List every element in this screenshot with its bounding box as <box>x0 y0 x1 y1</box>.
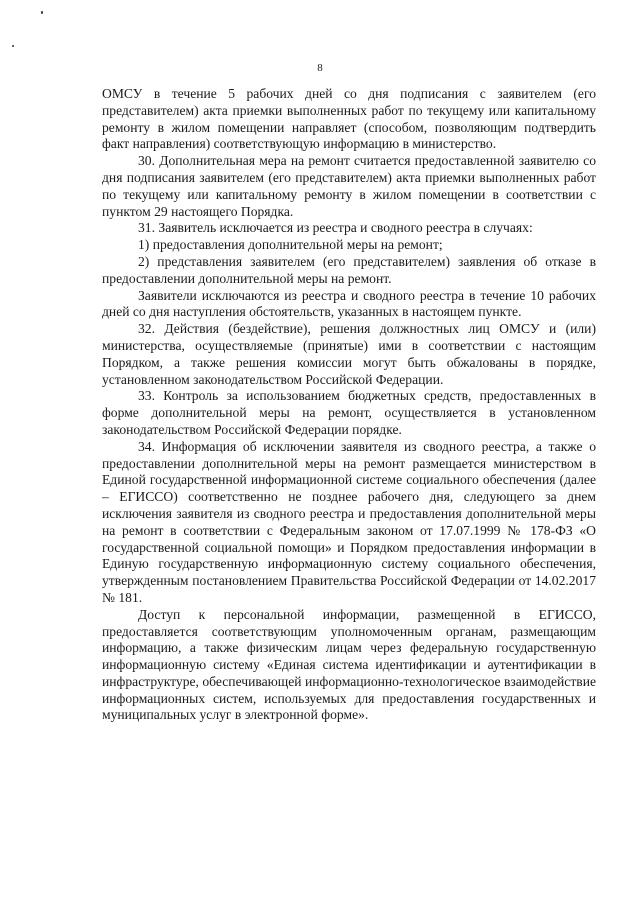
paragraph-31-item-2: 2) представления заявителем (его представителем) заявления об отказе в предоставлении дополнительной меры на ремонт. <box>102 253 596 286</box>
paragraph-34-access: Доступ к персональной информации, размещенной в ЕГИССО, предоставляется соответствующим уполномоченным органам, размещающим информацию, а также физическим лицам через федеральную государственную информационную систему «Единая система идентификации и аутентификации в инфраструктуре, обеспечивающей информационно-технологическое взаимодействие информационных систем, используемых для предоставления государственных и муниципальных услуг в электронной форме». <box>102 606 596 723</box>
scan-speck <box>41 11 43 14</box>
scan-speck <box>12 45 14 47</box>
paragraph-32: 32. Действия (бездействие), решения должностных лиц ОМСУ и (или) министерства, осуществляемые (принятые) ими в соответствии с настоящим Порядком, а также решения комиссии могут быть обжалованы в порядке, установленном законодательством Российской Федерации. <box>102 321 596 387</box>
paragraph-33: 33. Контроль за использованием бюджетных средств, предоставленных в форме дополнительной меры на ремонт, осуществляется в установленном законодательством Российской Федерации порядке. <box>102 388 596 437</box>
paragraph-31-exclusion-term: Заявители исключаются из реестра и сводного реестра в течение 10 рабочих дней со дня наступления обстоятельств, указанных в настоящем пункте. <box>102 287 596 320</box>
paragraph-30: 30. Дополнительная мера на ремонт считается предоставленной заявителю со дня подписания заявителем (его представителем) акта приемки выполненных работ по текущему или капитальному ремонту в жилом помещении в соответствии с пунктом 29 настоящего Порядка. <box>102 153 596 219</box>
page-number: 8 <box>317 62 323 74</box>
paragraph-31: 31. Заявитель исключается из реестра и сводного реестра в случаях: <box>138 220 533 236</box>
paragraph-31-item-1: 1) предоставления дополнительной меры на ремонт; <box>138 237 443 253</box>
paragraph-omsu-notice: ОМСУ в течение 5 рабочих дней со дня подписания с заявителем (его представителем) акта приемки выполненных работ по текущему или капитальному ремонту в жилом помещении направляет (способом, позволяющим подтвердить факт направления) соответствующую информацию в министерство. <box>102 86 596 152</box>
document-body <box>102 86 596 724</box>
paragraph-34: 34. Информация об исключении заявителя из сводного реестра, а также о предоставлении дополнительной меры на ремонт размещается министерством в Единой государственной информационной системе социального обеспечения (далее – ЕГИССО) соответственно не позднее рабочего дня, следующего за днем исключения заявителя из сводного реестра и предоставления дополнительной меры на ремонт в соответствии с Федеральным законом от 17.07.1999 № 178-ФЗ «О государственной социальной помощи» и Порядком предоставления информации в Единую государственную информационную систему социального обеспечения, утвержденным постановлением Правительства Российской Федерации от 14.02.2017 № 181. <box>102 438 596 605</box>
